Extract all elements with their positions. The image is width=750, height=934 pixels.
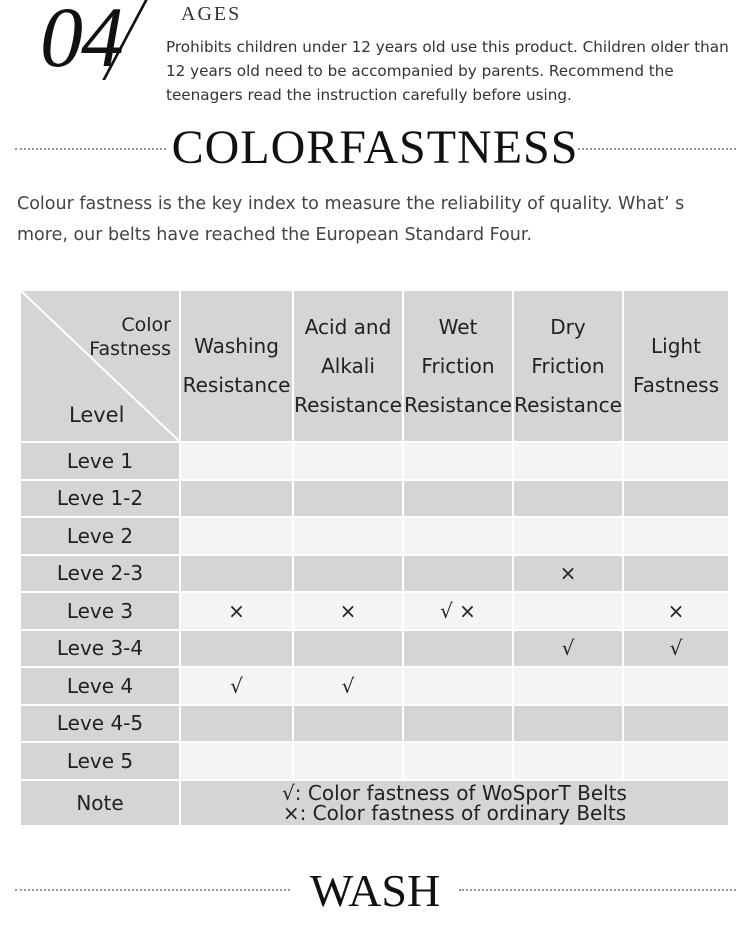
column-header: Light Fastness xyxy=(623,290,729,442)
column-header: Dry Friction Resistance xyxy=(513,290,623,442)
table-corner-cell xyxy=(20,290,180,442)
column-header: Wet Friction Resistance xyxy=(403,290,513,442)
table-cell: √ xyxy=(623,630,729,668)
table-row xyxy=(20,480,729,518)
table-cell xyxy=(293,705,403,743)
table-cell xyxy=(293,555,403,593)
colorfastness-right-dots xyxy=(578,148,736,150)
table-cell: × xyxy=(180,592,293,630)
table-row xyxy=(20,442,729,480)
column-header: Acid and Alkali Resistance xyxy=(293,290,403,442)
table-cell xyxy=(403,480,513,518)
table-cell xyxy=(623,667,729,705)
level-label: Leve 1-2 xyxy=(20,480,180,518)
table-cell: × xyxy=(623,592,729,630)
colorfastness-table xyxy=(19,289,730,827)
table-cell xyxy=(180,480,293,518)
column-header: Washing Resistance xyxy=(180,290,293,442)
table-cell xyxy=(293,480,403,518)
table-cell xyxy=(403,705,513,743)
corner-top-label: Color Fastness xyxy=(89,314,171,360)
level-label: Leve 1 xyxy=(20,442,180,480)
table-cell: × xyxy=(513,555,623,593)
table-cell xyxy=(403,667,513,705)
table-cell xyxy=(623,480,729,518)
table-note-row xyxy=(20,780,729,826)
colorfastness-intro: Colour fastness is the key index to measure the reliability of quality. What’ s more, our belts have reached the European Standard Four. xyxy=(17,194,685,245)
table-row xyxy=(20,705,729,743)
table-cell xyxy=(293,442,403,480)
ages-title: AGES xyxy=(181,3,242,25)
table-cell xyxy=(513,442,623,480)
wash-right-dots xyxy=(459,889,736,891)
table-cell xyxy=(513,592,623,630)
note-line-cross: ×: Color fastness of ordinary Belts xyxy=(282,800,627,825)
table-header-row xyxy=(20,290,729,442)
table-cell xyxy=(180,630,293,668)
table-cell xyxy=(180,742,293,780)
level-label: Leve 2-3 xyxy=(20,555,180,593)
table-cell xyxy=(180,442,293,480)
table-row xyxy=(20,592,729,630)
table-cell xyxy=(403,517,513,555)
level-label: Leve 2 xyxy=(20,517,180,555)
table-cell xyxy=(623,555,729,593)
table-cell xyxy=(513,742,623,780)
table-cell xyxy=(513,705,623,743)
table-cell xyxy=(403,555,513,593)
level-label: Leve 3 xyxy=(20,592,180,630)
table-cell xyxy=(623,442,729,480)
table-row xyxy=(20,742,729,780)
note-legend xyxy=(180,780,729,826)
table-cell xyxy=(293,742,403,780)
level-label: Leve 5 xyxy=(20,742,180,780)
level-label: Leve 4 xyxy=(20,667,180,705)
table-cell: √ × xyxy=(403,592,513,630)
table-cell: √ xyxy=(293,667,403,705)
colorfastness-title: COLORFASTNESS xyxy=(171,121,579,174)
table-row xyxy=(20,630,729,668)
corner-bottom-label: Level xyxy=(69,403,125,427)
table-cell xyxy=(403,442,513,480)
note-line-check: √: Color fastness of WoSporT Belts xyxy=(282,780,627,805)
table-cell xyxy=(180,705,293,743)
table-cell: × xyxy=(293,592,403,630)
note-label: Note xyxy=(20,780,180,826)
table-cell xyxy=(293,630,403,668)
table-cell xyxy=(513,480,623,518)
table-cell xyxy=(180,517,293,555)
table-cell xyxy=(403,630,513,668)
table-row xyxy=(20,667,729,705)
table-cell xyxy=(513,517,623,555)
level-label: Leve 4-5 xyxy=(20,705,180,743)
table-cell xyxy=(293,517,403,555)
table-cell xyxy=(180,555,293,593)
level-label: Leve 3-4 xyxy=(20,630,180,668)
ages-number: 04 xyxy=(40,0,122,85)
table-row xyxy=(20,555,729,593)
table-cell xyxy=(623,705,729,743)
table-cell xyxy=(513,667,623,705)
wash-title: WASH xyxy=(309,865,441,916)
table-cell xyxy=(623,742,729,780)
table-cell: √ xyxy=(513,630,623,668)
ages-text: Prohibits children under 12 years old use this product. Children older than 12 years old need to be accompanied by parents. Recommend the teenagers read the instruction carefully before using. xyxy=(166,38,729,104)
table-cell: √ xyxy=(180,667,293,705)
table-row xyxy=(20,517,729,555)
table-cell xyxy=(623,517,729,555)
table-cell xyxy=(403,742,513,780)
